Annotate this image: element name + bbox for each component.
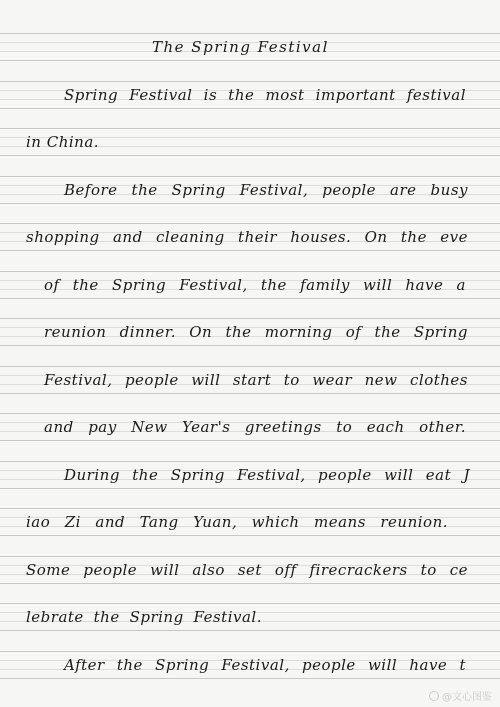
text-line-content: After the Spring Festival, people will have t [64,656,466,674]
text-line-content: shopping and cleaning their houses. On the eve [26,228,468,246]
text-line-content: Festival, people will start to wear new clothes [44,371,468,389]
text-line [26,556,468,584]
text-line-content: and pay New Year's greetings to each other. [44,418,466,436]
watermark-text: @文心图鉴 [442,692,492,703]
text-line-content: iao Zi and Tang Yuan, which means reunion. [26,513,448,531]
text-line-content: reunion dinner. On the morning of the Spring [44,323,468,341]
text-line-content: Some people will also set off firecrackers to ce [26,561,468,579]
text-line-content: of the Spring Festival, the family will have a [44,276,466,294]
text-line [64,461,470,489]
text-line [26,223,468,251]
text-line-content: During the Spring Festival, people will eat J [64,466,470,484]
text-line [44,366,468,394]
text-line [44,271,466,299]
watermark [429,688,492,703]
text-line-content: in China. [26,133,100,151]
watermark-logo-icon [429,691,439,701]
text-line [26,128,116,156]
title-text: The Spring Festival [152,38,329,56]
text-line [64,651,466,679]
text-line [26,603,262,631]
text-line [26,508,448,536]
document-title [152,33,352,61]
text-line [64,176,468,204]
text-line [64,81,466,109]
text-line-content: Spring Festival is the most important festival [64,86,466,104]
text-line-content: lebrate the Spring Festival. [26,608,262,626]
text-line-content: Before the Spring Festival, people are busy [64,181,468,199]
text-line [44,318,468,346]
text-line [44,413,466,441]
